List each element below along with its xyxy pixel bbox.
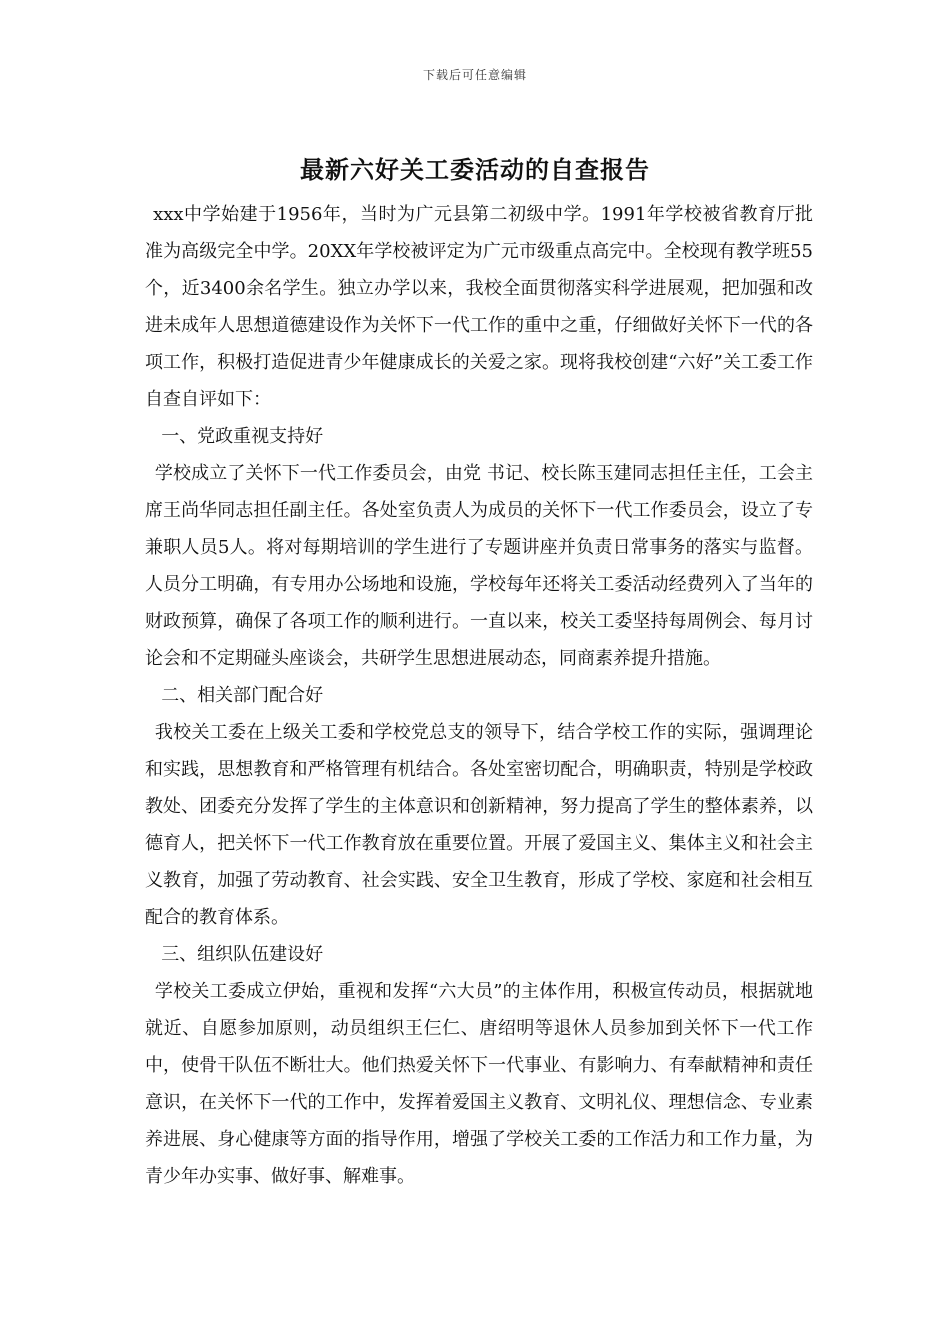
document-title: 最新六好关工委活动的自查报告 bbox=[300, 155, 650, 184]
document-body bbox=[145, 196, 813, 1195]
paragraph-section-2: 我校关工委在上级关工委和学校党总支的领导下，结合学校工作的实际，强调理论和实践，思想教育和严格管理有机结合。各处室密切配合，明确职责，特别是学校政教处、团委充分发挥了学生的主体意识和创新精神，努力提高了学生的整体素养，以德育人，把关怀下一代工作教育放在重要位置。开展了爱国主义、集体主义和社会主义教育，加强了劳动教育、社会实践、安全卫生教育，形成了学校、家庭和社会相互配合的教育体系。 bbox=[145, 722, 813, 928]
paragraph-section-1: 学校成立了关怀下一代工作委员会，由党 书记、校长陈玉建同志担任主任，工会主席王尚华同志担任副主任。各处室负责人为成员的关怀下一代工作委员会，设立了专兼职人员5人。将对每期培训的学生进行了专题讲座并负责日常事务的落实与监督。人员分工明确，有专用办公场地和设施，学校每年还将关工委活动经费列入了当年的财政预算，确保了各项工作的顺利进行。一直以来，校关工委坚持每周例会、每月讨论会和不定期碰头座谈会，共研学生思想进展动态，同商素养提升措施。 bbox=[145, 463, 813, 669]
section-heading-1: 一、党政重视支持好 bbox=[161, 426, 324, 447]
paragraph-section-3: 学校关工委成立伊始，重视和发挥“六大员”的主体作用，积极宣传动员，根据就地就近、自愿参加原则，动员组织王仨仁、唐绍明等退休人员参加到关怀下一代工作中，使骨干队伍不断壮大。他们热爱关怀下一代事业、有影响力、有奉献精神和责任意识，在关怀下一代的工作中，发挥着爱国主义教育、文明礼仪、理想信念、专业素养进展、身心健康等方面的指导作用，增强了学校关工委的工作活力和工作力量，为青少年办实事、做好事、解难事。 bbox=[145, 981, 813, 1187]
paragraph-intro: xxx中学始建于1956年，当时为广元县第二初级中学。1991年学校被省教育厅批准为高级完全中学。20XX年学校被评定为广元市级重点高完中。全校现有教学班55个，近3400余名学生。独立办学以来，我校全面贯彻落实科学进展观，把加强和改进未成年人思想道德建设作为关怀下一代工作的重中之重，仔细做好关怀下一代的各项工作，积极打造促进青少年健康成长的关爱之家。现将我校创建“六好”关工委工作自查自评如下： bbox=[145, 204, 813, 410]
header-note: 下载后可任意编辑 bbox=[422, 68, 527, 82]
section-heading-2: 二、相关部门配合好 bbox=[161, 685, 324, 706]
section-heading-3: 三、组织队伍建设好 bbox=[161, 944, 324, 965]
